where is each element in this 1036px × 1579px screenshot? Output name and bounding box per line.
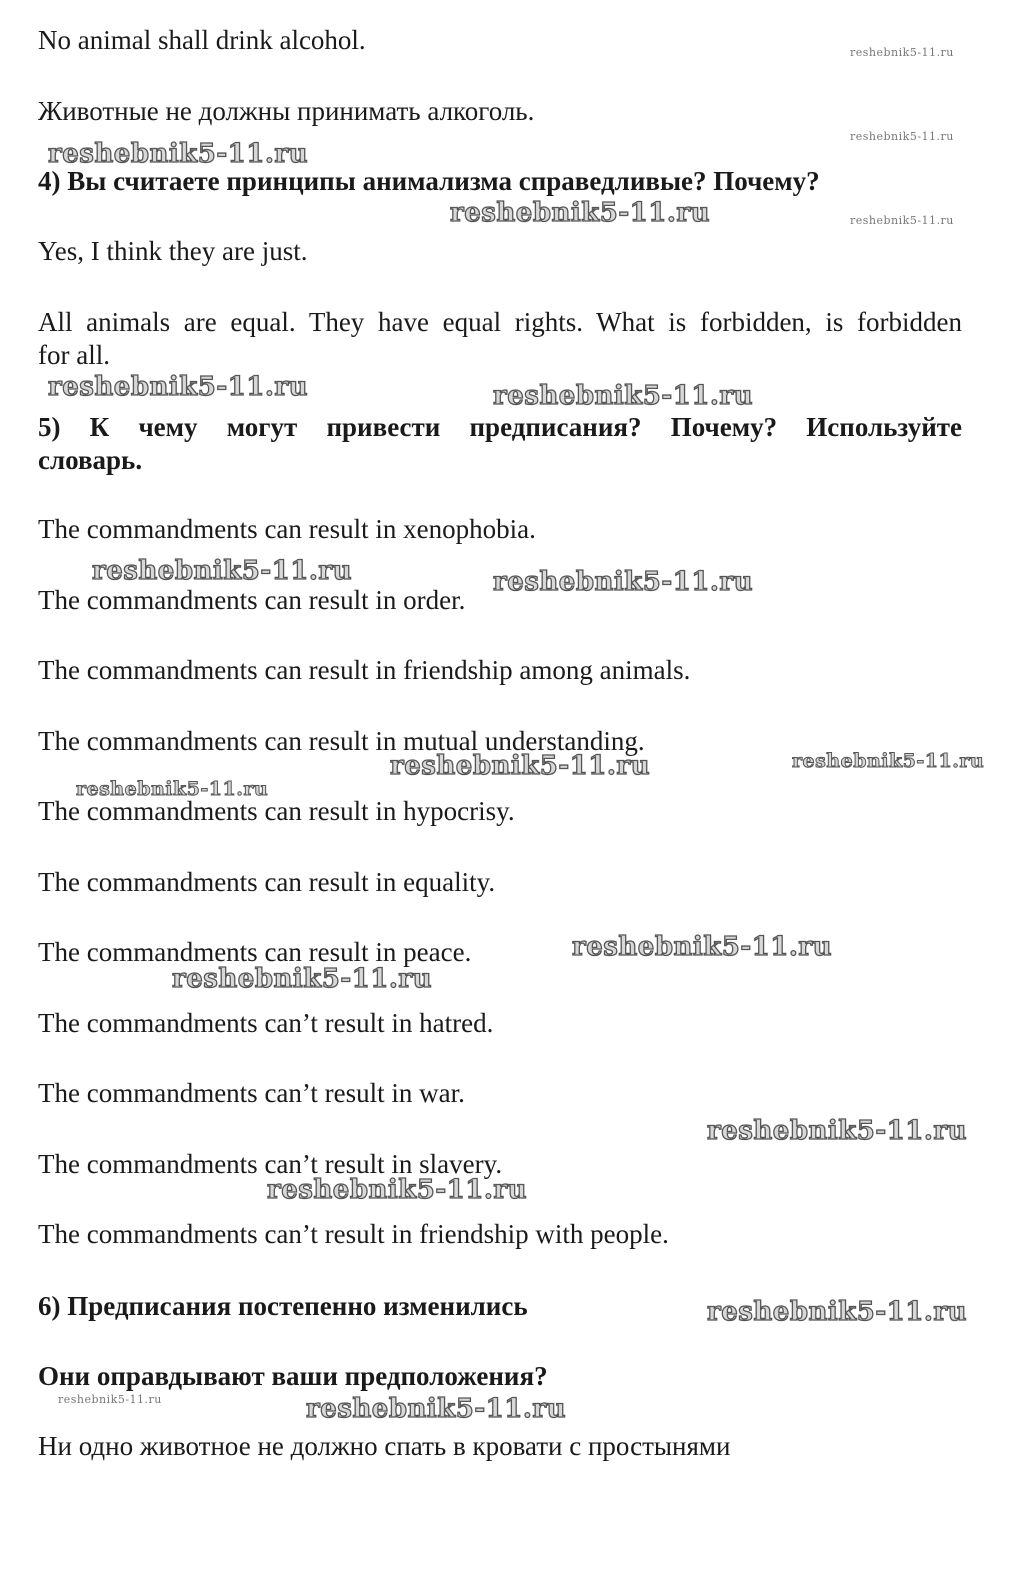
commandment-line: The commandments can’t result in slavery.	[38, 1149, 503, 1179]
watermark: reshebnik5-11.ru	[850, 46, 954, 59]
watermark: reshebnik5-11.ru	[92, 556, 353, 586]
commandment-line: The commandments can result in xenophobia.	[38, 514, 536, 544]
answer-line: Животные не должны принимать алкоголь.	[38, 96, 535, 126]
commandment-line: The commandments can’t result in friendship with people.	[38, 1219, 669, 1249]
watermark: reshebnik5-11.ru	[58, 1393, 162, 1406]
watermark: reshebnik5-11.ru	[390, 751, 651, 781]
watermark: reshebnik5-11.ru	[792, 750, 985, 772]
commandment-line: The commandments can result in equality.	[38, 867, 496, 897]
answer-line: for all.	[38, 340, 110, 370]
answer-line: All animals are equal. They have equal rights. What is forbidden, is forbidden	[38, 307, 962, 337]
answer-line: No animal shall drink alcohol.	[38, 25, 366, 55]
watermark: reshebnik5-11.ru	[493, 381, 754, 411]
watermark: reshebnik5-11.ru	[48, 139, 309, 169]
watermark: reshebnik5-11.ru	[267, 1175, 528, 1205]
watermark: reshebnik5-11.ru	[493, 567, 754, 597]
watermark: reshebnik5-11.ru	[850, 214, 954, 227]
commandment-line: The commandments can’t result in war.	[38, 1078, 465, 1108]
watermark: reshebnik5-11.ru	[572, 932, 833, 962]
commandment-line: The commandments can result in peace.	[38, 937, 472, 967]
watermark: reshebnik5-11.ru	[48, 372, 309, 402]
watermark: reshebnik5-11.ru	[306, 1394, 567, 1424]
commandment-line: The commandments can result in mutual understanding.	[38, 726, 645, 756]
question-5-heading-cont: словарь.	[38, 445, 143, 475]
watermark: reshebnik5-11.ru	[172, 964, 433, 994]
answer-line: Yes, I think they are just.	[38, 236, 308, 266]
commandment-line: The commandments can result in friendship among animals.	[38, 655, 691, 685]
commandment-line: The commandments can’t result in hatred.	[38, 1008, 494, 1038]
question-5-heading: 5) К чему могут привести предписания? Почему? Используйте	[38, 412, 962, 442]
question-4-heading: 4) Вы считаете принципы анимализма справедливые? Почему?	[38, 166, 820, 196]
answer-line: Ни одно животное не должно спать в кровати с простынями	[38, 1431, 731, 1461]
watermark: reshebnik5-11.ru	[850, 130, 954, 143]
question-7-heading: Они оправдывают ваши предположения?	[38, 1361, 548, 1391]
watermark: reshebnik5-11.ru	[707, 1297, 968, 1327]
commandment-line: The commandments can result in hypocrisy.	[38, 796, 515, 826]
commandment-line: The commandments can result in order.	[38, 585, 466, 615]
watermark: reshebnik5-11.ru	[707, 1116, 968, 1146]
question-6-heading: 6) Предписания постепенно изменились	[38, 1291, 528, 1321]
watermark: reshebnik5-11.ru	[76, 778, 269, 800]
watermark: reshebnik5-11.ru	[450, 198, 711, 228]
